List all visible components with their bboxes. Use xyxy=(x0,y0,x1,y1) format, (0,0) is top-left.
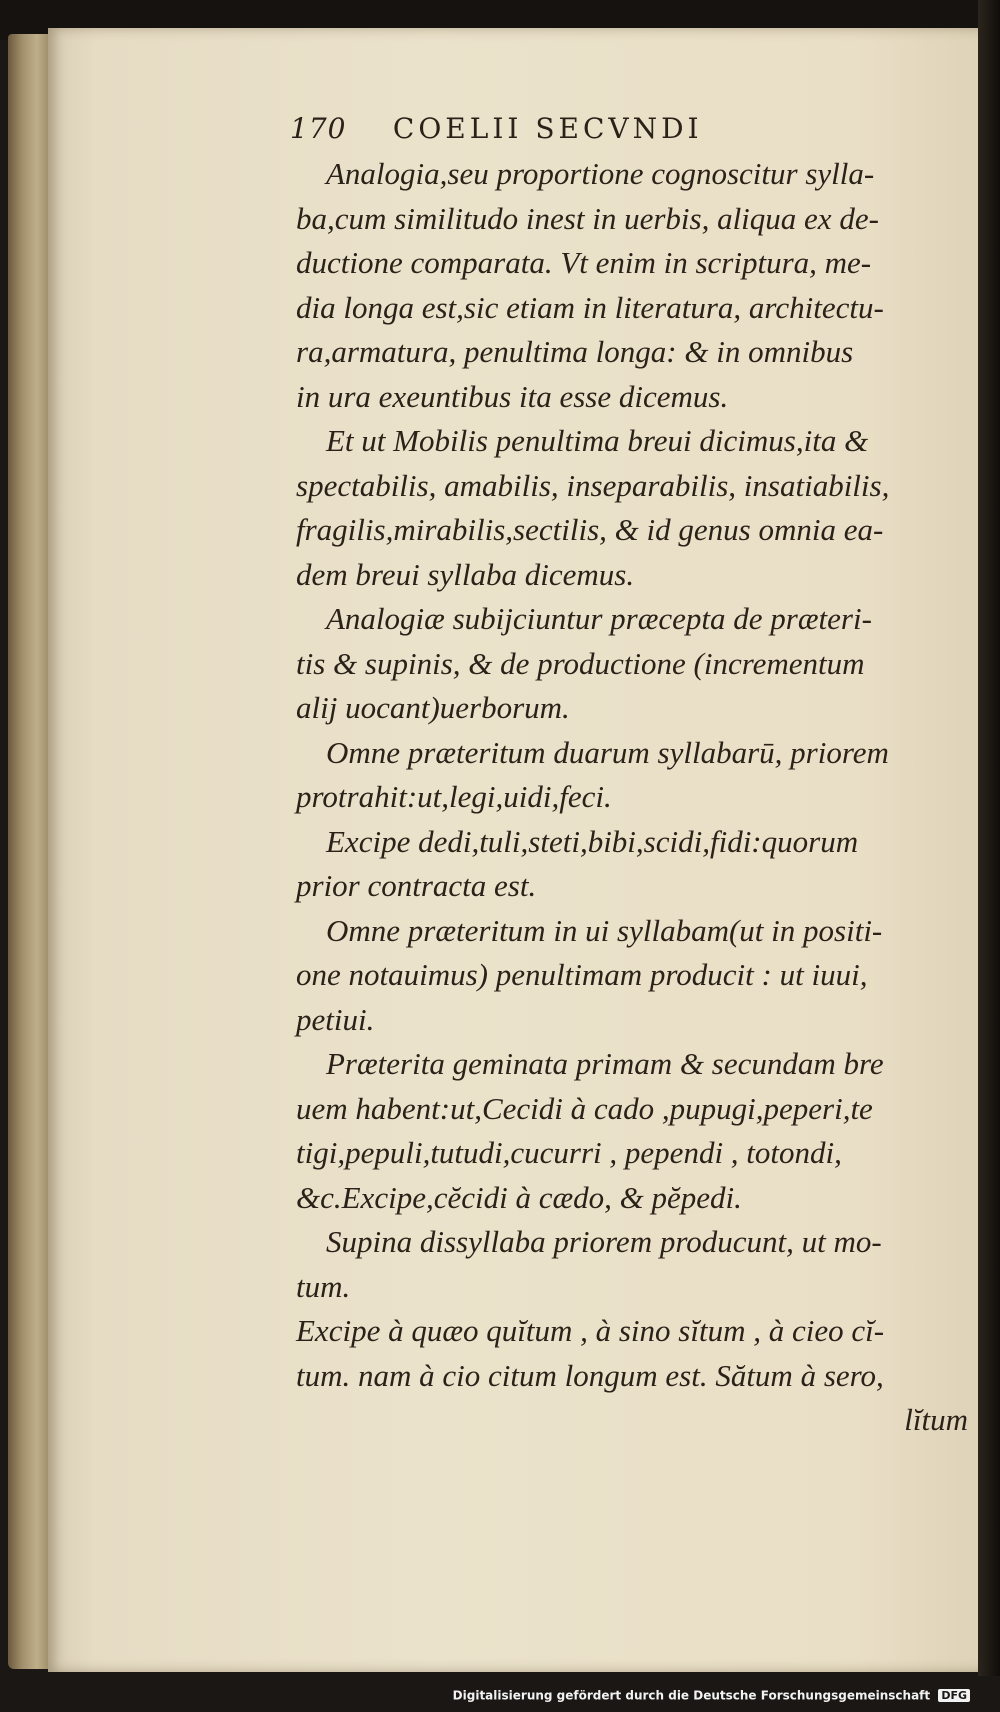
paragraph xyxy=(296,731,972,820)
text-line: petiui. xyxy=(296,1001,375,1037)
page-number: 170 xyxy=(290,112,347,145)
text-line: Excipe à quæo quĭtum , à sino sĭtum , à cieo cĭ- xyxy=(296,1313,885,1348)
text-line: spectabilis, amabilis, inseparabilis, insatiabilis, xyxy=(296,467,890,503)
paragraph xyxy=(296,1309,972,1398)
footer-bar xyxy=(0,1676,1000,1712)
text-line: fragilis,mirabilis,sectilis, & id genus omnia ea- xyxy=(296,512,884,547)
paragraph xyxy=(296,1042,972,1220)
paragraph xyxy=(296,909,972,1043)
paragraph xyxy=(296,152,972,419)
binding-shadow xyxy=(978,0,1000,1712)
text-line: tum. nam à cio citum longum est. Sătum à sero, xyxy=(296,1357,884,1393)
text-line: dem breui syllaba dicemus. xyxy=(296,556,635,592)
text-line: ra,armatura, penultima longa: & in omnibus xyxy=(296,334,854,369)
catchword: lĭtum xyxy=(904,1402,968,1437)
text-line: dia longa est,sic etiam in literatura, architectu- xyxy=(296,289,884,325)
paragraph xyxy=(296,820,972,909)
text-line: Et ut Mobilis penultima breui dicimus,ita & xyxy=(326,423,869,458)
text-line: prior contracta est. xyxy=(296,868,537,903)
text-line: uem habent:ut,Cecidi à cado ,pupugi,peperi,te xyxy=(296,1090,873,1126)
text-line: Excipe dedi,tuli,steti,bibi,scidi,fidi:quorum xyxy=(326,823,859,859)
text-line: Analogiæ subijciuntur præcepta de præteri- xyxy=(326,601,872,636)
text-line: tis & supinis, & de productione (incrementum xyxy=(296,645,865,681)
text-line: Omne præteritum duarum syllabarū, priorem xyxy=(326,734,889,770)
text-line: tum. xyxy=(296,1268,351,1304)
text-line: ductione comparata. Vt enim in scriptura, me- xyxy=(296,245,872,280)
text-line: in ura exeuntibus ita esse dicemus. xyxy=(296,378,729,414)
running-head-title: COELII SECVNDI xyxy=(392,112,703,145)
text-block xyxy=(296,152,972,1443)
text-line: protrahit:ut,legi,uidi,feci. xyxy=(296,779,612,814)
running-head xyxy=(290,112,850,145)
funding-notice xyxy=(453,1688,970,1703)
paragraph xyxy=(296,597,972,731)
text-line: Supina dissyllaba priorem producunt, ut mo- xyxy=(326,1224,882,1259)
text-line: alij uocant)uerborum. xyxy=(296,690,570,725)
text-line: tigi,pepuli,tutudi,cucurri , pependi , totondi, xyxy=(296,1135,842,1170)
text-line: &c.Excipe,cĕcidi à cædo, & pĕpedi. xyxy=(296,1179,742,1215)
dfg-logo-icon: DFG xyxy=(938,1689,970,1702)
paragraph xyxy=(296,1220,972,1309)
text-line: Omne præteritum in ui syllabam(ut in positi- xyxy=(326,912,883,948)
paragraph xyxy=(296,419,972,597)
funding-notice-text: Digitalisierung gefördert durch die Deutsche Forschungsgemeinschaft xyxy=(452,1688,931,1702)
text-line: Analogia,seu proportione cognoscitur sylla- xyxy=(326,156,875,191)
text-line: one notauimus) penultimam producit : ut iuui, xyxy=(296,957,868,992)
text-line: Præterita geminata primam & secundam bre xyxy=(326,1046,884,1081)
text-line: ba,cum similitudo inest in uerbis, aliqua ex de- xyxy=(296,200,879,236)
